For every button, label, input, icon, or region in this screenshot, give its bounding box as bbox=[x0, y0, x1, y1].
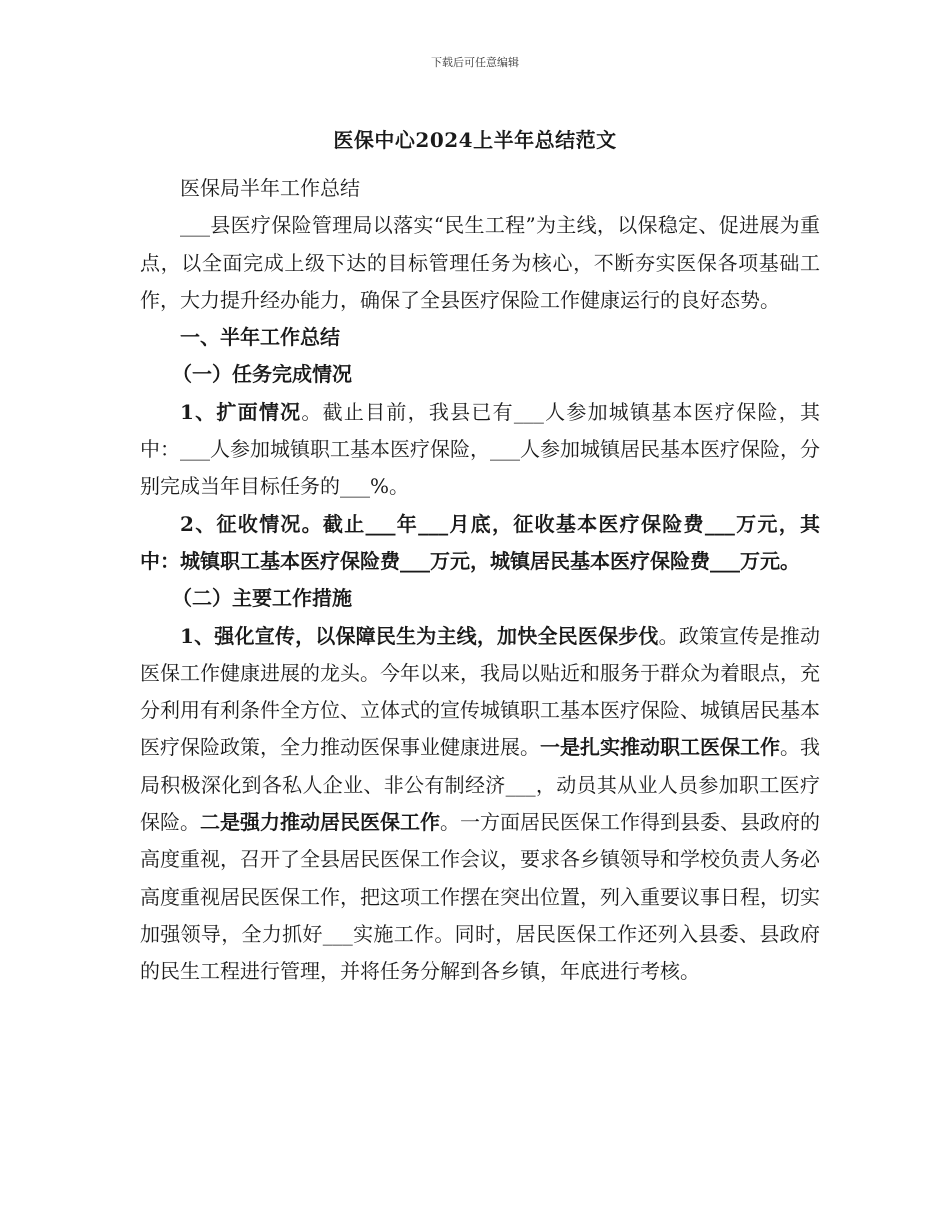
paragraph-collection: 2、征收情况。截止___年___月底，征收基本医疗保险费___万元，其中：城镇职工基本医疗保险费___万元，城镇居民基本医疗保险费___万元。 bbox=[140, 511, 820, 573]
document-title: 医保中心2024上半年总结范文 bbox=[333, 128, 617, 152]
measures-text-2: 。我局积极深化到各私人企业、非公有制经济___，动员其从业人员参加职工医疗保险。 bbox=[140, 735, 820, 835]
measures-text-1: 。政策宣传是推动医保工作健康进展的龙头。今年以来，我局以贴近和服务于群众为着眼点，充分利用有利条件全方位、立体式的宣传城镇职工基本医疗保险、城镇居民基本医疗保险政策，全力推动医保事业健康进展。 bbox=[140, 623, 820, 760]
heading-section-1: 一、半年工作总结 bbox=[180, 325, 340, 350]
measures-heading: 1、强化宣传，以保障民生为主线，加快全民医保步伐 bbox=[180, 623, 659, 648]
document-body bbox=[140, 170, 820, 991]
heading-subsection-1: （一）任务完成情况 bbox=[172, 362, 352, 387]
paragraph-subtitle: 医保局半年工作总结 bbox=[180, 176, 360, 200]
page-header: 下载后可任意编辑 bbox=[431, 56, 519, 69]
measures-point-2: 二是强力推动居民医保工作 bbox=[200, 810, 440, 835]
paragraph-intro: ___县医疗保险管理局以落实“民生工程”为主线，以保稳定、促进展为重点，以全面完成上级下达的目标管理任务为核心，不断夯实医保各项基础工作，大力提升经办能力，确保了全县医疗保险工作健康运行的良好态势。 bbox=[140, 213, 820, 312]
heading-subsection-2: （二）主要工作措施 bbox=[172, 586, 352, 611]
measures-point-1: 一是扎实推动职工医保工作 bbox=[540, 735, 780, 760]
coverage-heading: 1、扩面情况 bbox=[180, 399, 302, 424]
measures-text-3: 。一方面居民医保工作得到县委、县政府的高度重视，召开了全县居民医保工作会议，要求各乡镇领导和学校负责人务必高度重视居民医保工作，把这项工作摆在突出位置，列入重要议事日程，切实加强领导，全力抓好___实施工作。同时，居民医保工作还列入县委、县政府的民生工程进行管理，并将任务分解到各乡镇，年底进行考核。 bbox=[140, 810, 820, 984]
paragraph-coverage bbox=[140, 394, 820, 506]
paragraph-measures bbox=[140, 618, 820, 991]
coverage-text: 。截止目前，我县已有___人参加城镇基本医疗保险，其中：___人参加城镇职工基本医疗保险，___人参加城镇居民基本医疗保险，分别完成当年目标任务的___%。 bbox=[140, 399, 821, 499]
